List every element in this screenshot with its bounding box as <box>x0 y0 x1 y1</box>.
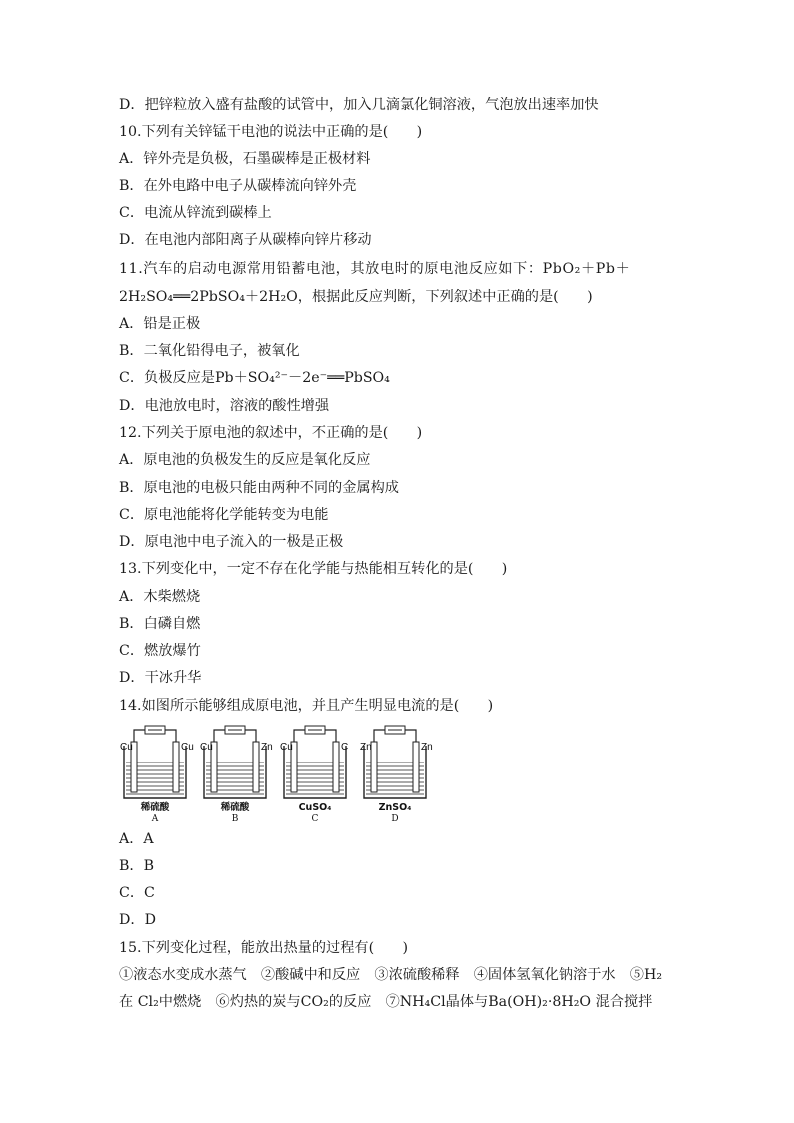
q9-option-d: D．把锌粒放入盛有盐酸的试管中，加入几滴氯化铜溶液，气泡放出速率加快 <box>119 97 599 113</box>
q10-option-d: D．在电池内部阳离子从碳棒向锌片移动 <box>119 232 372 248</box>
cell-D <box>360 726 433 824</box>
galvanic-cell-figure <box>115 724 433 824</box>
q11-option-b: B．二氧化铅得电子，被氧化 <box>119 343 300 359</box>
cell-A <box>120 726 194 824</box>
q15-items-line1: ①液态水变成水蒸气 ②酸碱中和反应 ③浓硫酸稀释 ④固体氢氧化钠溶于水 ⑤H₂ <box>119 967 663 983</box>
q15-stem: 15.下列变化过程，能放出热量的过程有( ) <box>119 940 409 956</box>
q13-option-b: B．白磷自燃 <box>119 616 201 632</box>
q14-option-d: D．D <box>119 912 156 928</box>
electrode-right <box>173 742 179 792</box>
q10-option-c: C．电流从锌流到碳棒上 <box>119 205 272 221</box>
cell-tag: B <box>231 814 239 824</box>
q10-stem: 10.下列有关锌锰干电池的说法中正确的是( ) <box>119 124 423 140</box>
electrode-right <box>413 742 419 792</box>
q13-stem: 13.下列变化中，一定不存在化学能与热能相互转化的是( ) <box>119 561 508 577</box>
q10-option-b: B．在外电路中电子从碳棒流向锌外壳 <box>119 178 357 194</box>
cell-tag: C <box>311 814 319 824</box>
electrode-right <box>333 742 339 792</box>
q12-option-b: B．原电池的电极只能由两种不同的金属构成 <box>119 480 399 496</box>
electrode-right <box>253 742 259 792</box>
electrode-left <box>371 742 377 792</box>
q13-option-d: D．干冰升华 <box>119 670 202 686</box>
q13-option-a: A．木柴燃烧 <box>119 589 201 605</box>
q11-stem-line2: 2H₂SO₄══2PbSO₄＋2H₂O，根据此反应判断，下列叙述中正确的是( ) <box>119 289 593 305</box>
electrode-right-label: C <box>341 742 349 753</box>
q14-stem: 14.如图所示能够组成原电池，并且产生明显电流的是( ) <box>119 698 494 714</box>
q11-option-a: A．铅是正极 <box>119 316 201 332</box>
q11-option-c: C．负极反应是Pb＋SO₄²⁻－2e⁻══PbSO₄ <box>119 370 390 386</box>
electrode-left-label: Cu <box>120 742 133 753</box>
q12-option-c: C．原电池能将化学能转变为电能 <box>119 507 329 523</box>
electrode-left-label: Cu <box>200 742 213 753</box>
solution-label: ZnSO₄ <box>378 802 412 813</box>
galvanic-cell-diagram <box>115 724 433 824</box>
q11-stem-line1: 11.汽车的启动电源常用铅蓄电池，其放电时的原电池反应如下：PbO₂＋Pb＋ <box>119 261 631 277</box>
cell-C <box>280 726 348 824</box>
q11-option-d: D．电池放电时，溶液的酸性增强 <box>119 398 330 414</box>
cell-tag: D <box>391 814 399 824</box>
solution-label: 稀硫酸 <box>140 802 170 813</box>
electrode-left-label: Zn <box>360 742 372 753</box>
q14-option-c: C．C <box>119 885 155 901</box>
electrode-right-label: Zn <box>261 742 273 753</box>
q14-option-a: A．A <box>119 831 154 847</box>
q14-option-b: B．B <box>119 858 155 874</box>
solution-label: 稀硫酸 <box>220 802 250 813</box>
q12-option-a: A．原电池的负极发生的反应是氧化反应 <box>119 452 371 468</box>
electrode-right-label: Zn <box>421 742 433 753</box>
q13-option-c: C．燃放爆竹 <box>119 643 201 659</box>
cell-tag: A <box>151 814 159 824</box>
q15-items-line2: 在 Cl₂中燃烧 ⑥灼热的炭与CO₂的反应 ⑦NH₄Cl晶体与Ba(OH)₂·8H₂O 混合搅拌 <box>119 994 653 1010</box>
q12-option-d: D．原电池中电子流入的一极是正极 <box>119 534 344 550</box>
q10-option-a: A．锌外壳是负极，石墨碳棒是正极材料 <box>119 151 371 167</box>
solution-label: CuSO₄ <box>298 802 332 813</box>
electrode-left-label: Cu <box>280 742 293 753</box>
q12-stem: 12.下列关于原电池的叙述中，不正确的是( ) <box>119 425 423 441</box>
electrode-right-label: Cu <box>181 742 194 753</box>
cell-B <box>200 726 273 824</box>
